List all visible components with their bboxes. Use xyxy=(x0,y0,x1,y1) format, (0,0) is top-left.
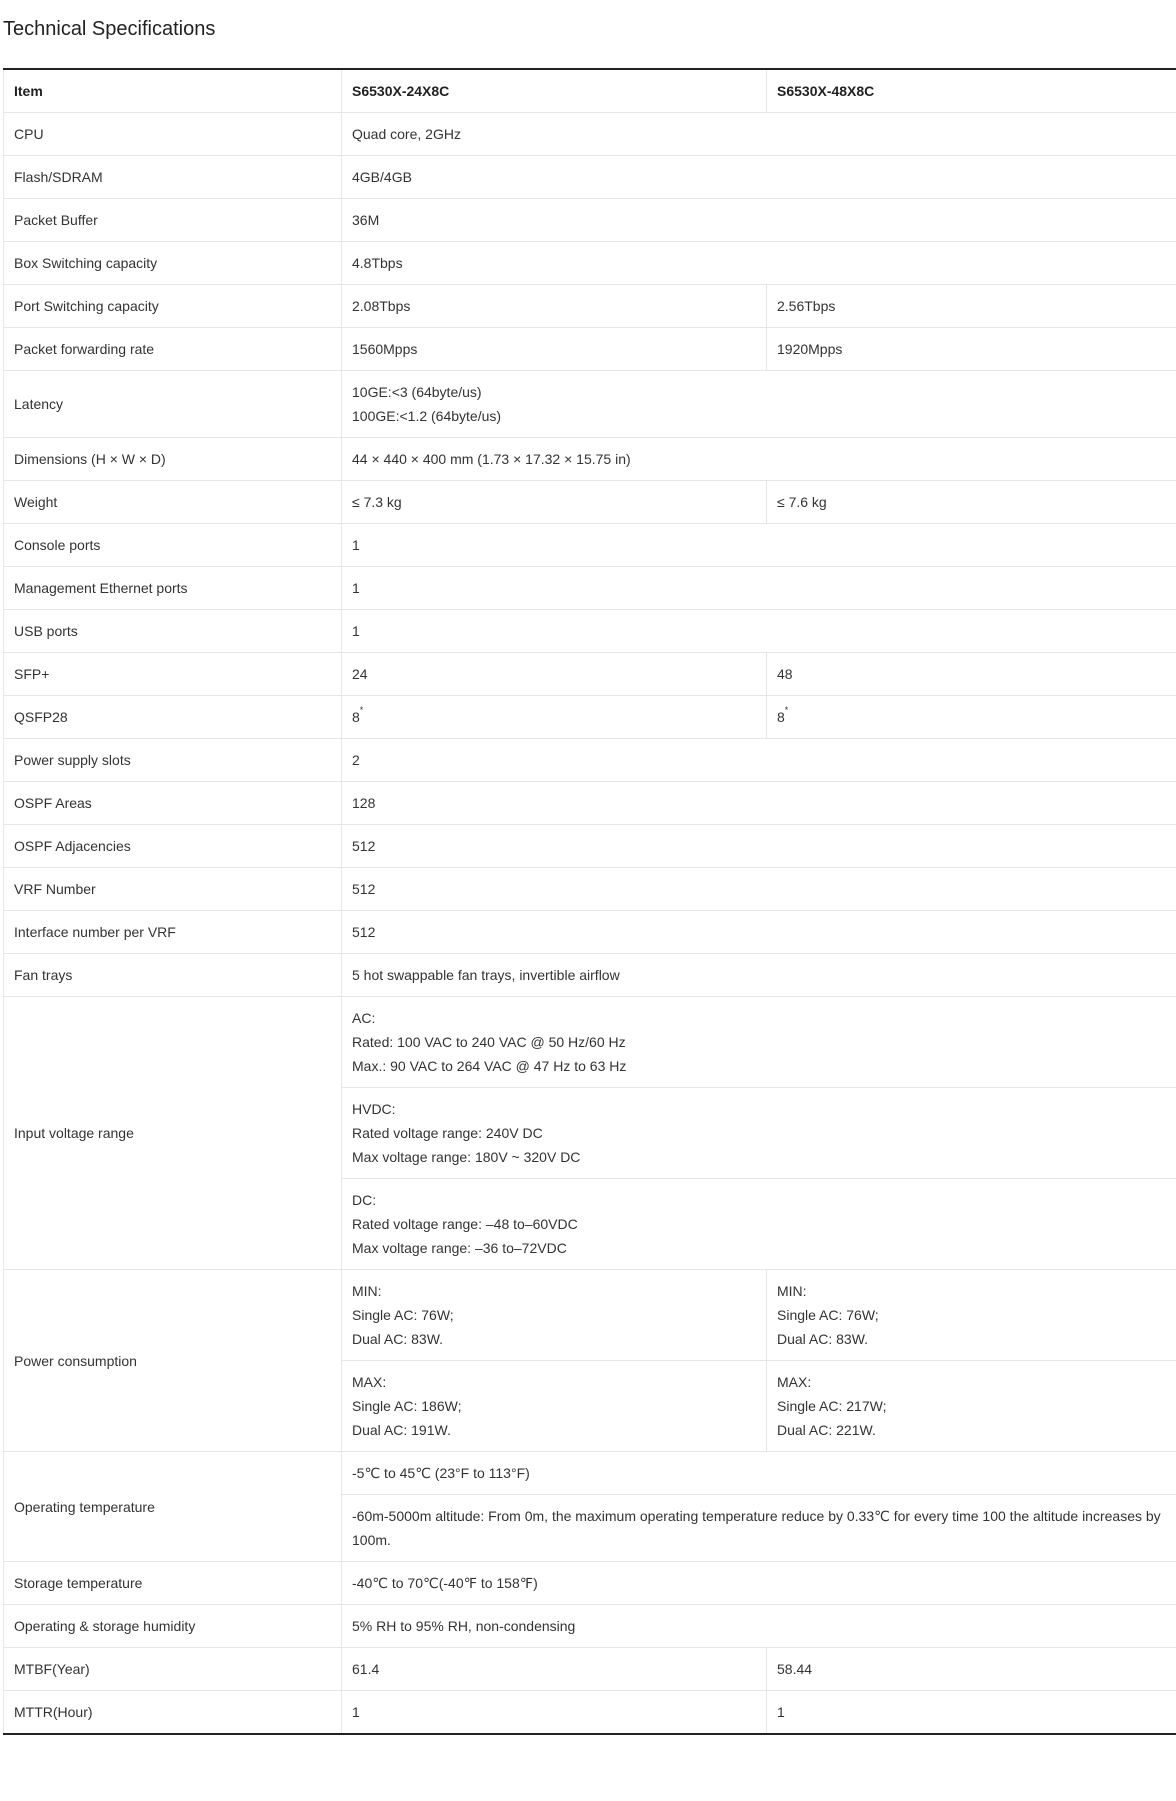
spec-value: Rated voltage range: –48 to–60VDC xyxy=(352,1216,578,1232)
table-row xyxy=(4,1605,1176,1648)
spec-value: 512 xyxy=(352,838,376,854)
spec-value: 48 xyxy=(777,666,793,682)
spec-value: 128 xyxy=(352,795,376,811)
spec-value: Single AC: 217W; xyxy=(777,1398,887,1414)
spec-value: 8 xyxy=(352,709,360,725)
spec-value: 4.8Tbps xyxy=(352,255,403,271)
spec-item-label: Packet Buffer xyxy=(4,199,342,242)
spec-value: Max voltage range: 180V ~ 320V DC xyxy=(352,1149,581,1165)
spec-value: 512 xyxy=(352,924,376,940)
spec-item-label: Interface number per VRF xyxy=(4,911,342,954)
table-row xyxy=(4,199,1176,242)
spec-value-cell xyxy=(767,696,1176,739)
spec-value: 1 xyxy=(352,1704,360,1720)
spec-value-cell xyxy=(342,997,1176,1088)
spec-value-cell xyxy=(342,653,767,696)
spec-item-label: Weight xyxy=(4,481,342,524)
page-title: Technical Specifications xyxy=(3,18,216,40)
spec-value-cell xyxy=(342,696,767,739)
spec-value-cell xyxy=(342,911,1176,954)
table-row xyxy=(4,868,1176,911)
spec-value-cell xyxy=(342,113,1176,156)
table-row xyxy=(4,1691,1176,1735)
spec-value-cell xyxy=(767,1361,1176,1452)
spec-value: MIN: xyxy=(352,1283,382,1299)
spec-item-label: VRF Number xyxy=(4,868,342,911)
table-row xyxy=(4,113,1176,156)
spec-value-cell xyxy=(342,1562,1176,1605)
spec-value: Rated voltage range: 240V DC xyxy=(352,1125,543,1141)
table-row xyxy=(4,954,1176,997)
spec-value: MAX: xyxy=(352,1374,387,1390)
spec-value-cell xyxy=(342,782,1176,825)
spec-value-cell xyxy=(342,1270,767,1361)
spec-item-label: Storage temperature xyxy=(4,1562,342,1605)
spec-value: 512 xyxy=(352,881,376,897)
spec-item-label: Flash/SDRAM xyxy=(4,156,342,199)
spec-value: ≤ 7.6 kg xyxy=(777,494,827,510)
spec-value-cell xyxy=(342,371,1176,438)
spec-value: 5 hot swappable fan trays, invertible airflow xyxy=(352,967,620,983)
column-header-model-24x8c: S6530X-24X8C xyxy=(342,69,767,113)
spec-item-label: Box Switching capacity xyxy=(4,242,342,285)
spec-value-cell xyxy=(342,1495,1176,1562)
spec-value-cell xyxy=(342,156,1176,199)
spec-item-label: MTTR(Hour) xyxy=(4,1691,342,1735)
spec-value-cell xyxy=(767,1270,1176,1361)
table-row xyxy=(4,481,1176,524)
table-row xyxy=(4,156,1176,199)
spec-value: AC: xyxy=(352,1010,376,1026)
spec-value-with-footnote xyxy=(352,705,756,729)
spec-table-header xyxy=(4,69,1176,113)
spec-value: 8 xyxy=(777,709,785,725)
column-header-item: Item xyxy=(4,69,342,113)
table-row xyxy=(4,782,1176,825)
spec-value: 1920Mpps xyxy=(777,341,843,357)
spec-item-label: Operating & storage humidity xyxy=(4,1605,342,1648)
spec-value: 2 xyxy=(352,752,360,768)
spec-item-label: Operating temperature xyxy=(4,1452,342,1562)
spec-value-cell xyxy=(342,242,1176,285)
spec-item-label: Power consumption xyxy=(4,1270,342,1452)
spec-value: 24 xyxy=(352,666,368,682)
table-row xyxy=(4,328,1176,371)
spec-value-cell xyxy=(342,285,767,328)
footnote-marker: * xyxy=(359,705,364,715)
spec-value-cell xyxy=(342,610,1176,653)
table-row xyxy=(4,653,1176,696)
spec-value: 1 xyxy=(352,537,360,553)
table-row xyxy=(4,610,1176,653)
spec-value: Dual AC: 221W. xyxy=(777,1422,876,1438)
spec-value-cell xyxy=(342,1648,767,1691)
spec-value: 36M xyxy=(352,212,380,228)
spec-value: Single AC: 76W; xyxy=(352,1307,454,1323)
spec-value: Rated: 100 VAC to 240 VAC @ 50 Hz/60 Hz xyxy=(352,1034,626,1050)
spec-value: -40℃ to 70℃(-40℉ to 158℉) xyxy=(352,1575,538,1591)
table-row xyxy=(4,1452,1176,1495)
spec-value-cell xyxy=(767,328,1176,371)
spec-value: DC: xyxy=(352,1192,377,1208)
spec-value-cell xyxy=(342,438,1176,481)
table-row xyxy=(4,1270,1176,1361)
table-row xyxy=(4,739,1176,782)
spec-value-cell xyxy=(767,653,1176,696)
spec-value-cell xyxy=(767,1691,1176,1735)
table-row xyxy=(4,911,1176,954)
spec-value-cell xyxy=(342,1361,767,1452)
header-row xyxy=(4,69,1176,113)
spec-item-label: OSPF Areas xyxy=(4,782,342,825)
spec-value: 1 xyxy=(777,1704,785,1720)
spec-value-cell xyxy=(342,524,1176,567)
spec-value-cell xyxy=(342,868,1176,911)
spec-value-cell xyxy=(342,1088,1176,1179)
spec-item-label: MTBF(Year) xyxy=(4,1648,342,1691)
spec-table-body xyxy=(4,113,1176,1735)
spec-value: HVDC: xyxy=(352,1101,396,1117)
spec-item-label: OSPF Adjacencies xyxy=(4,825,342,868)
spec-value-cell xyxy=(342,1691,767,1735)
spec-value: 2.56Tbps xyxy=(777,298,836,314)
spec-value-cell xyxy=(767,481,1176,524)
table-row xyxy=(4,1562,1176,1605)
spec-item-label: QSFP28 xyxy=(4,696,342,739)
spec-value: ≤ 7.3 kg xyxy=(352,494,402,510)
table-row xyxy=(4,696,1176,739)
spec-value-cell xyxy=(767,1648,1176,1691)
spec-value-cell xyxy=(342,199,1176,242)
spec-value: MAX: xyxy=(777,1374,812,1390)
spec-value: -60m-5000m altitude: From 0m, the maximum operating temperature reduce by 0.33℃ for every time 100 the altitude increases by 100m. xyxy=(352,1508,1161,1548)
spec-value: Dual AC: 83W. xyxy=(352,1331,444,1347)
spec-item-label: Port Switching capacity xyxy=(4,285,342,328)
table-row xyxy=(4,438,1176,481)
spec-value: 1 xyxy=(352,623,360,639)
spec-value-cell xyxy=(342,481,767,524)
table-row xyxy=(4,242,1176,285)
spec-value: Dual AC: 83W. xyxy=(777,1331,869,1347)
column-header-model-48x8c: S6530X-48X8C xyxy=(767,69,1176,113)
spec-value-cell xyxy=(342,1605,1176,1648)
spec-value-cell xyxy=(342,328,767,371)
spec-value: Max.: 90 VAC to 264 VAC @ 47 Hz to 63 Hz xyxy=(352,1058,627,1074)
footnote-marker: * xyxy=(784,705,789,715)
spec-item-label: Management Ethernet ports xyxy=(4,567,342,610)
spec-table xyxy=(3,68,1176,1735)
spec-item-label: Fan trays xyxy=(4,954,342,997)
spec-value-cell xyxy=(342,1452,1176,1495)
spec-value: 58.44 xyxy=(777,1661,813,1677)
spec-value: MIN: xyxy=(777,1283,807,1299)
spec-value-cell xyxy=(342,825,1176,868)
table-row xyxy=(4,285,1176,328)
spec-value-cell xyxy=(342,954,1176,997)
spec-value: 2.08Tbps xyxy=(352,298,411,314)
spec-value: 1 xyxy=(352,580,360,596)
spec-item-label: Power supply slots xyxy=(4,739,342,782)
table-row xyxy=(4,524,1176,567)
spec-value: 4GB/4GB xyxy=(352,169,412,185)
table-row xyxy=(4,371,1176,438)
spec-item-label: USB ports xyxy=(4,610,342,653)
spec-item-label: Latency xyxy=(4,371,342,438)
spec-value-with-footnote xyxy=(777,705,1167,729)
spec-value: 1560Mpps xyxy=(352,341,418,357)
table-row xyxy=(4,567,1176,610)
spec-value: 61.4 xyxy=(352,1661,380,1677)
table-row xyxy=(4,1648,1176,1691)
spec-value-cell xyxy=(342,739,1176,782)
spec-value: 5% RH to 95% RH, non-condensing xyxy=(352,1618,576,1634)
spec-value: 100GE:<1.2 (64byte/us) xyxy=(352,408,502,424)
spec-value-cell xyxy=(342,567,1176,610)
table-row xyxy=(4,825,1176,868)
spec-value: Max voltage range: –36 to–72VDC xyxy=(352,1240,567,1256)
spec-value: 10GE:<3 (64byte/us) xyxy=(352,384,482,400)
spec-item-label: Input voltage range xyxy=(4,997,342,1270)
spec-value: Single AC: 186W; xyxy=(352,1398,462,1414)
spec-item-label: Dimensions (H × W × D) xyxy=(4,438,342,481)
spec-value: 44 × 440 × 400 mm (1.73 × 17.32 × 15.75 in) xyxy=(352,451,631,467)
spec-item-label: Packet forwarding rate xyxy=(4,328,342,371)
spec-item-label: Console ports xyxy=(4,524,342,567)
spec-value-cell xyxy=(342,1179,1176,1270)
table-row xyxy=(4,997,1176,1088)
spec-value: Quad core, 2GHz xyxy=(352,126,461,142)
spec-item-label: SFP+ xyxy=(4,653,342,696)
spec-value: Single AC: 76W; xyxy=(777,1307,879,1323)
spec-value: Dual AC: 191W. xyxy=(352,1422,451,1438)
spec-value: -5℃ to 45℃ (23°F to 113°F) xyxy=(352,1465,530,1481)
spec-item-label: CPU xyxy=(4,113,342,156)
spec-value-cell xyxy=(767,285,1176,328)
